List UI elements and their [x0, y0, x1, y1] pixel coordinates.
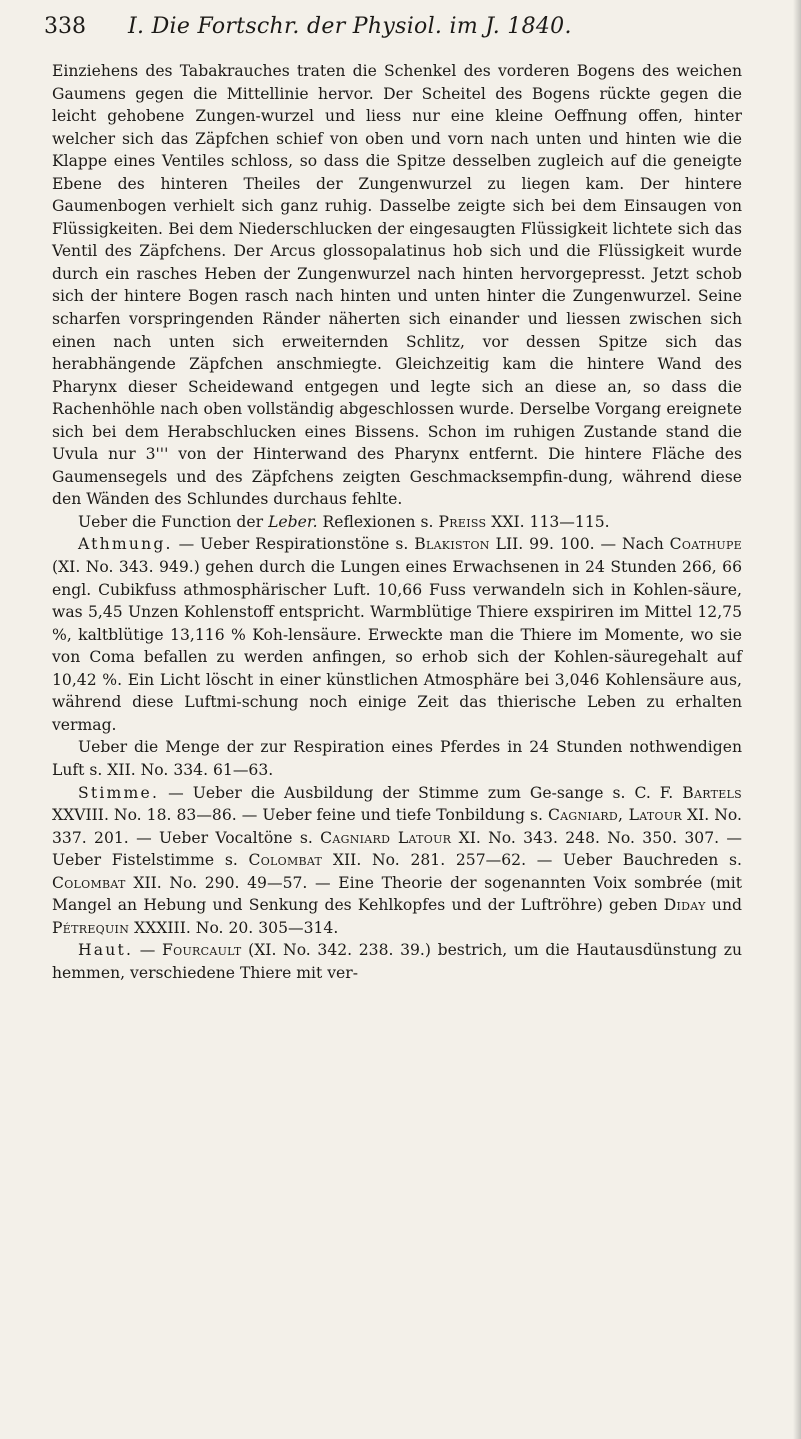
page-edge-shadow — [793, 0, 801, 1439]
author-name: Colombat — [248, 851, 323, 870]
text-run: XXXIII. No. 20. 305—314. — [129, 918, 339, 937]
paragraph-leber — [52, 511, 742, 534]
text-run: XXI. 113—115. — [486, 512, 610, 531]
text-run: — Ueber die Ausbildung der Stimme zum Ge-sange s. C. F. — [159, 783, 683, 802]
author-name: Pétrequin — [52, 918, 130, 937]
running-title: I. Die Fortschr. der Physiol. im J. 1840. — [128, 14, 572, 39]
text-run: XII. No. 281. 257—62. — Ueber Bauchreden s. — [322, 851, 742, 870]
text-run: (XI. No. 343. 949.) gehen durch die Lungen eines Erwachsenen in 24 Stunden 266, 66 engl. Cubikfuss athmosphärischer Luft. 10,66 Fuss verwandeln sich in Kohlen-säure, was 5,45 Unzen Kohlenstoff entspricht. Warmblütige Thiere exspiriren im Mittel 12,75 %, kaltblütige 13,116 % Koh-lensäure. Erweckte man die Thiere im Momente, wo sie von Coma befallen zu werden anfingen, so erhob sich der Kohlen-säuregehalt auf 10,42 %. Ein Licht löscht in einer künstlichen Atmosphäre bei 3,046 Kohlensäure aus, während diese Luftmi-schung noch einige Zeit das thierische Leben zu erhalten vermag. — [52, 558, 742, 734]
section-heading: Haut. — [78, 941, 134, 960]
author-name: Colombat — [52, 873, 126, 892]
text-run: XII. No. 290. 49—57. — Eine Theorie der sogenannten Voix sombrée (mit Mangel an Hebung und Senkung des Kehlkopfes und der Luftröhre) geben — [52, 873, 742, 915]
italic-term: Leber. — [268, 512, 318, 531]
text-run: Reflexionen s. — [317, 512, 439, 531]
text-body — [52, 60, 742, 984]
text-run: — Ueber Respirationstöne s. — [172, 535, 415, 554]
text-run: XXVIII. No. 18. 83—86. — Ueber feine und tiefe Tonbildung s. — [52, 806, 548, 825]
text-run: XI. No. 337. 201. — Ueber Vocaltöne s. — [52, 806, 742, 847]
paragraph-pferd: Ueber die Menge der zur Respiration eines Pferdes in 24 Stunden nothwendigen Luft s. XII. No. 334. 61—63. — [52, 738, 742, 779]
author-name: Preiss — [438, 512, 487, 531]
author-name: Cagniard, Latour — [547, 806, 683, 825]
text-run: XI. No. 343. 248. No. 350. 307. — Ueber Fistelstimme s. — [52, 828, 742, 870]
paragraph-stimme — [52, 782, 742, 940]
paragraph-gaumen: Einziehens des Tabakrauches traten die Schenkel des vorderen Bogens des weichen Gaumens gegen die Mittellinie hervor. Der Scheitel des Bogens rückte gegen die leicht gehobene Zungen-wurzel und liess nur eine kleine Oeffnung offen, hinter welcher sich das Zäpfchen schief von oben und vorn nach unten und hinten wie die Klappe eines Ventiles schloss, so dass die Spitze desselben zugleich auf die geneigte Ebene des hinteren Theiles der Zungenwurzel zu liegen kam. Der hintere Gaumenbogen verhielt sich ganz ruhig. Dasselbe zeigte sich bei dem Einsaugen von Flüssigkeiten. Bei dem Niederschlucken der eingesaugten Flüssigkeit lichtete sich das Ventil des Zäpfchens. Der Arcus glossopalatinus hob sich und die Flüssigkeit wurde durch ein rasches Heben der Zungenwurzel nach hinten hervorgepresst. Jetzt schob sich der hintere Bogen rasch nach hinten und unten hinter die Zungenwurzel. Seine scharfen vorspringenden Ränder näherten sich einander und liessen zwischen sich einen nach unten sich erweiternden Schlitz, vor dessen Spitze sich das herabhängende Zäpfchen anschmiegte. Gleichzeitig kam die hintere Wand des Pharynx dieser Scheidewand entgegen und legte sich an diese an, so dass die Rachenhöhle nach oben vollständig abgeschlossen wurde. Derselbe Vorgang ereignete sich bei dem Herabschlucken eines Bissens. Schon im ruhigen Zustande stand die Uvula nur 3''' von der Hinterwand des Pharynx entfernt. Die hintere Fläche des Gaumensegels und des Zäpfchens zeigten Geschmacksempfin-dung, während diese den Wänden des Schlundes durchaus fehlte. — [52, 62, 742, 509]
author-name: Blakiston — [414, 535, 490, 554]
text-run: (XI. No. 342. 238. 39.) bestrich, um die Hautausdünstung zu hemmen, verschiedene Thiere mit ver- — [52, 941, 742, 982]
paragraph-athmung — [52, 533, 742, 736]
author-name: Coathupe — [669, 535, 742, 554]
author-name: Diday — [663, 896, 706, 915]
text-run: — — [133, 941, 163, 960]
author-name: Cagniard Latour — [320, 828, 452, 847]
section-heading: Stimme. — [78, 783, 160, 802]
text-run: und — [705, 896, 742, 915]
author-name: Bartels — [682, 783, 742, 802]
page-number: 338 — [44, 14, 86, 39]
paragraph-haut — [52, 939, 742, 984]
author-name: Fourcault — [162, 941, 242, 960]
running-header — [44, 12, 744, 52]
text-run: LII. 99. 100. — Nach — [489, 535, 670, 554]
text-run: Ueber die Function der — [78, 512, 269, 531]
section-heading: Athmung. — [78, 535, 173, 554]
